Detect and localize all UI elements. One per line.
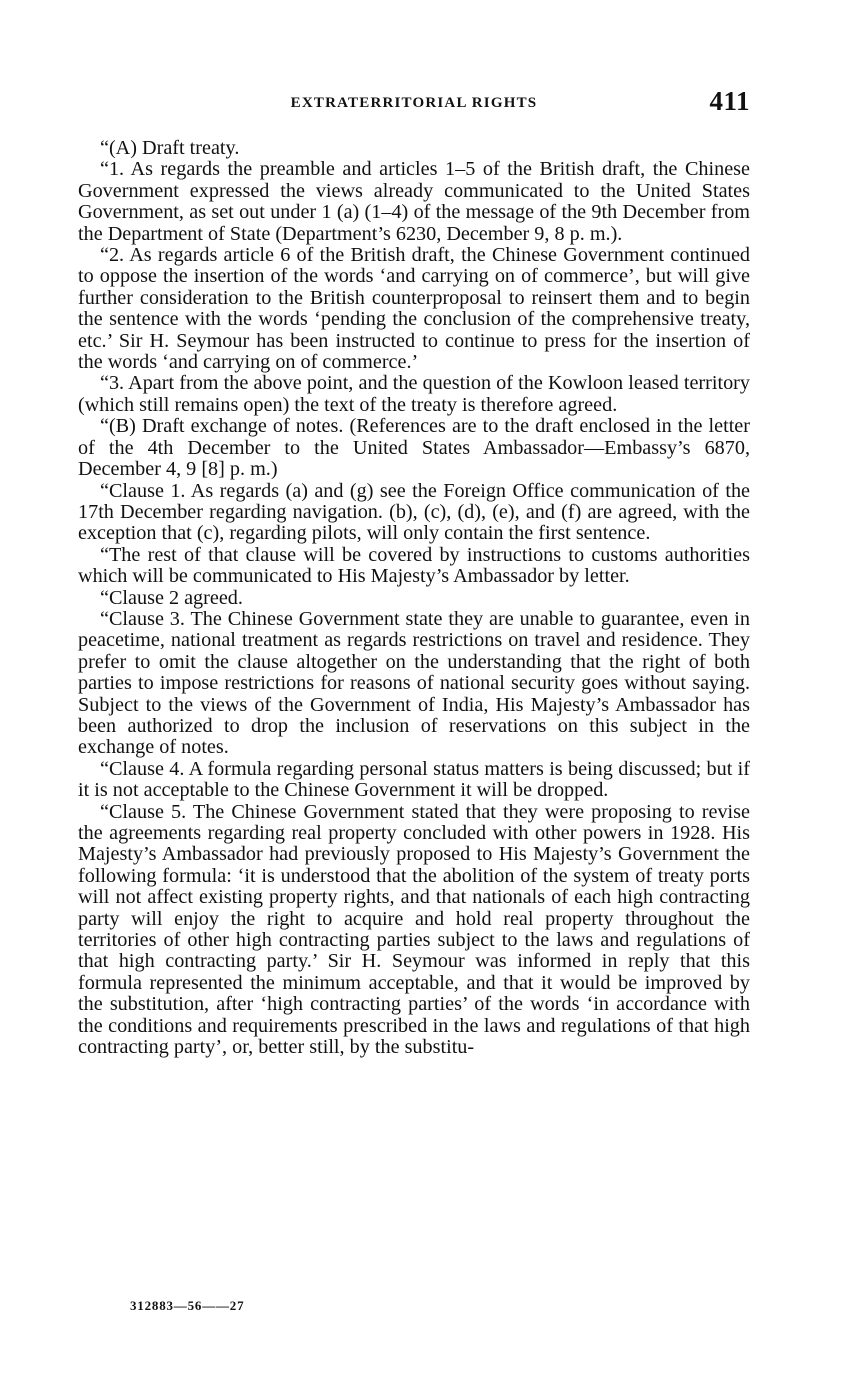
paragraph-clause-5: “Clause 5. The Chinese Government stated that they were proposing to revise the agreements regarding real property concluded with other powers in 1928. His Majesty’s Ambassador had previously proposed to His Majesty’s Government the following formula: ‘it is understood that the abolition of the system of treaty ports will not affect existing property rights, and that nationals of each high contracting party will enjoy the right to acquire and hold real property throughout the territories of other high contracting parties subject to the laws and regulations of that high contracting party.’ Sir H. Seymour was informed in reply that this formula represented the minimum acceptable, and that it would be improved by the substitution, after ‘high contracting parties’ of the words ‘in accordance with the conditions and requirements prescribed in the laws and regulations of that high contracting party’, or, better still, by the substitu- xyxy=(78,800,750,1059)
page-number: 411 xyxy=(709,86,750,116)
running-header xyxy=(78,86,750,122)
paragraph-clause-1-continued: “The rest of that clause will be covered by instructions to customs authorities which will be communicated to His Majesty’s Ambassador by letter. xyxy=(78,543,750,588)
running-title: EXTRATERRITORIAL RIGHTS xyxy=(290,95,538,111)
body-text xyxy=(78,138,750,1058)
paragraph-draft-treaty-heading: “(A) Draft treaty. xyxy=(100,137,240,159)
paragraph-point-3: “3. Apart from the above point, and the question of the Kowloon leased territory (which still remains open) the text of the treaty is therefore agreed. xyxy=(78,372,750,416)
paragraph-point-2: “2. As regards article 6 of the British draft, the Chinese Government continued to oppose the insertion of the words ‘and carrying on of commerce’, but will give further consideration to the British counterproposal to reinsert them and to begin the sentence with the words ‘pending the conclusion of the comprehensive treaty, etc.’ Sir H. Seymour has been instructed to continue to press for the insertion of the words ‘and carrying on of commerce.’ xyxy=(78,244,750,374)
paragraph-point-1: “1. As regards the preamble and articles 1–5 of the British draft, the Chinese Government expressed the views already communicated to the United States Government, as set out under 1 (a) (1–4) of the message of the 9th December from the Department of State (Department’s 6230, December 9, 8 p. m.). xyxy=(78,158,750,245)
print-code-footer: 312883—56——27 xyxy=(130,1298,245,1313)
paragraph-clause-2: “Clause 2 agreed. xyxy=(100,586,243,609)
paragraph-exchange-of-notes-heading: “(B) Draft exchange of notes. (References are to the draft enclosed in the letter of the 4th December to the United States Ambassador—Embassy’s 6870, December 4, 9 [8] p. m.) xyxy=(78,415,750,481)
paragraph-clause-4: “Clause 4. A formula regarding personal status matters is being discussed; but if it is not acceptable to the Chinese Government it will be dropped. xyxy=(78,757,750,802)
paragraph-clause-3: “Clause 3. The Chinese Government state they are unable to guarantee, even in peacetime, national treatment as regards restrictions on travel and residence. They prefer to omit the clause altogether on the understanding that the right of both parties to impose restrictions for reasons of national security goes without saying. Subject to the views of the Government of India, His Majesty’s Ambassador has been authorized to drop the inclusion of reservations on this subject in the exchange of notes. xyxy=(78,607,750,759)
paragraph-clause-1: “Clause 1. As regards (a) and (g) see the Foreign Office communication of the 17th December regarding navigation. (b), (c), (d), (e), and (f) are agreed, with the exception that (c), regarding pilots, will only contain the first sentence. xyxy=(78,479,750,545)
